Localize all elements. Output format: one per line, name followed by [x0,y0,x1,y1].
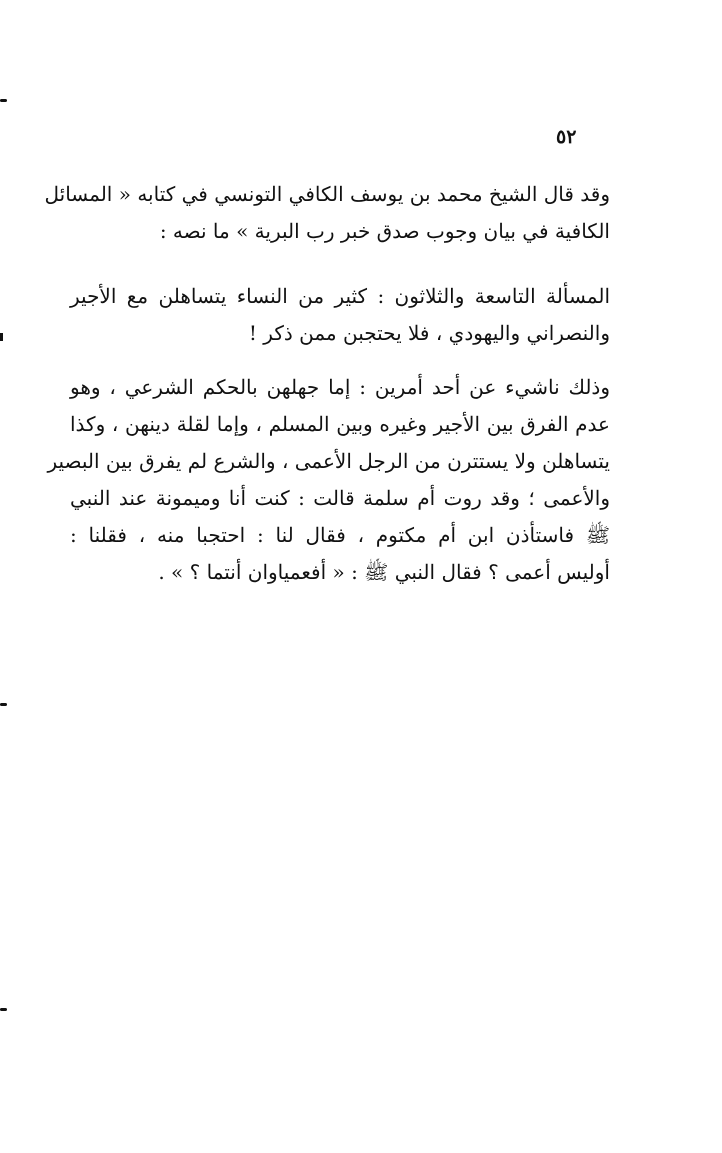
scan-edge-mark [0,1008,7,1011]
text-line: أوليس أعمى ؟ فقال النبي ﷺ : « أفعمياوان أنتما ؟ » . [158,560,610,584]
text-line: ﷺ فاستأذن ابن أم مكتوم ، فقال لنا : احتجبا منه ، فقلنا : [70,523,610,547]
text-line: الكافية في بيان وجوب صدق خبر رب البرية » ما نصه : [159,219,610,243]
text-line: وذلك ناشيء عن أحد أمرين : إما جهلهن بالحكم الشرعي ، وهو [70,375,610,399]
text-line: والأعمى ؛ وقد روت أم سلمة قالت : كنت أنا وميمونة عند النبي [70,486,610,510]
scan-edge-mark [0,99,7,102]
paragraph-intro [44,176,610,250]
paragraph-question [70,278,610,352]
scan-edge-mark [0,703,7,706]
text-line: والنصراني واليهودي ، فلا يحتجبن ممن ذكر ! [248,321,610,345]
text-line: المسألة التاسعة والثلاثون : كثير من النساء يتساهلن مع الأجير [70,284,610,308]
text-line: وقد قال الشيخ محمد بن يوسف الكافي التونسي في كتابه « المسائل [44,182,610,206]
page-number: ٥٢ [556,126,577,148]
scan-edge-mark [0,333,3,341]
paragraph-answer [47,369,610,591]
text-line: يتساهلن ولا يستترن من الرجل الأعمى ، والشرع لم يفرق بين البصير [47,449,610,473]
text-line: عدم الفرق بين الأجير وغيره وبين المسلم ، وإما لقلة دينهن ، وكذا [70,412,610,436]
